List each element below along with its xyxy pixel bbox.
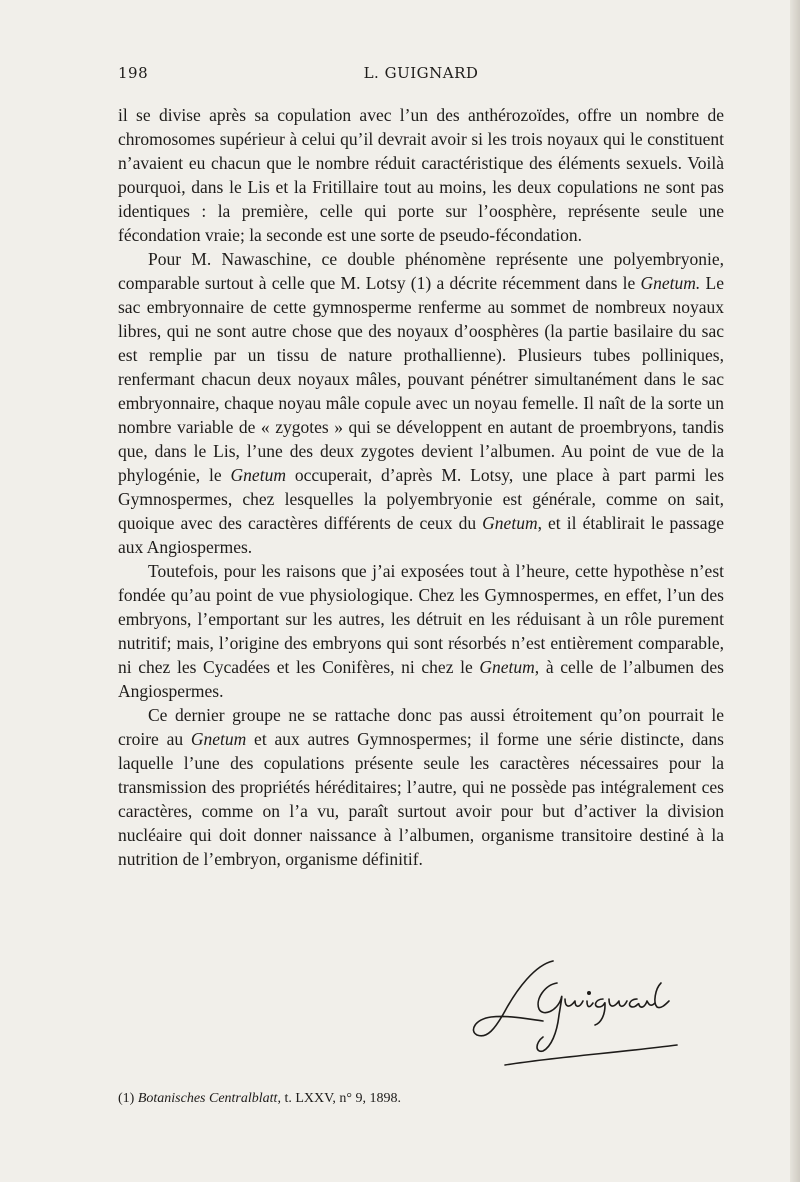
running-head: L. GUIGNARD — [363, 64, 479, 82]
footnote-source: Botanisches Centralblatt — [137, 1091, 278, 1106]
italic-gnetum: Gnetum — [230, 465, 286, 485]
footnote-details: , t. LXXV, n° 9, 1898. — [277, 1091, 402, 1106]
paragraph-3-text-a: Toutefois, pour les raisons que j’ai exposées tout à l’heure, cette hypothèse n’est fondée qu’au point de vue physiologique. Chez les Gymnospermes, en effet, l’un des embryons, l’emportant sur les autres, les détruit en les réduisant à un rôle purement nutritif; mais, l’origine des embryons qui sont résorbés n’est entièrement comparable, ni chez les Cycadées et les Conifères, ni chez le — [118, 561, 724, 677]
italic-gnetum: Gnetum. — [640, 273, 701, 293]
italic-gnetum: Gnetum — [479, 657, 535, 677]
footnote — [118, 1091, 724, 1107]
handwritten-signature — [465, 955, 685, 1070]
body-text — [118, 103, 724, 871]
paragraph-4 — [118, 703, 724, 871]
paragraph-3-text-b: , à celle de l’albumen des Angiospermes. — [118, 657, 724, 701]
page-number: 198 — [118, 64, 149, 82]
paragraph-4-text-a: Ce dernier groupe ne se rattache donc pas aussi étroitement qu’on pourrait le croire au — [118, 705, 724, 749]
italic-gnetum: Gnetum — [482, 513, 538, 533]
footnote-marker: (1) — [118, 1091, 135, 1106]
paragraph-2-text-d: , et il établirait le passage aux Angiospermes. — [118, 513, 724, 557]
page-edge-shadow — [790, 0, 800, 1182]
paragraph-2-text-a: Pour M. Nawaschine, ce double phénomène représente une polyembryonie, comparable surtout à celle que M. Lotsy (1) a décrite récemment dans le — [118, 249, 724, 293]
signature-drawing — [465, 955, 685, 1070]
italic-gnetum: Gnetum — [190, 729, 247, 749]
paragraph-4-text-b: et aux autres Gymnospermes; il forme une série distincte, dans laquelle l’une des copulations présente seule les caractères nécessaires pour la transmission des propriétés héréditaires; l’autre, qui ne possède pas intégralement ces caractères, comme on l’a vu, paraît surtout avoir pour but d’activer la division nucléaire qui doit donner naissance à l’albumen, organisme transitoire destiné à la nutrition de l’embryon, organisme définitif. — [118, 729, 724, 869]
paragraph-1: il se divise après sa copulation avec l’un des anthérozoïdes, offre un nombre de chromosomes supérieur à celui qu’il devrait avoir si les trois noyaux qui le constituent n’avaient eu chacun que le nombre réduit caractéristique des éléments sexuels. Voilà pourquoi, dans le Lis et la Fritillaire tout au moins, les deux copulations ne sont pas identiques : la première, celle qui porte sur l’oosphère, représente seule une fécondation vraie; la seconde est une sorte de pseudo-fécondation. — [118, 105, 724, 245]
paragraph-2-text-c: occuperait, d’après M. Lotsy, une place à part parmi les Gymnospermes, chez lesquelles la polyembryonie est générale, comme on sait, quoique avec des caractères différents de ceux du — [118, 465, 725, 533]
paragraph-3 — [118, 559, 724, 703]
page-header — [118, 64, 724, 86]
paragraph-2-text-b: Le sac embryonnaire de cette gymnosperme renferme au sommet de nombreux noyaux libres, qui ne sont autre chose que des noyaux d’oosphères (la partie basilaire du sac est remplie par un tissu de nature prothallienne). Plusieurs tubes polliniques, renfermant chacun deux noyaux mâles, pouvant pénétrer simultanément dans le sac embryonnaire, chaque noyau mâle copule avec un noyau femelle. Il naît de la sorte un nombre variable de « zygotes » qui se développent en autant de proembryons, tandis que, dans le Lis, l’une des deux zygotes devient l’albumen. Au point de vue de la phylogénie, le — [118, 273, 724, 485]
paragraph-2 — [118, 247, 724, 559]
